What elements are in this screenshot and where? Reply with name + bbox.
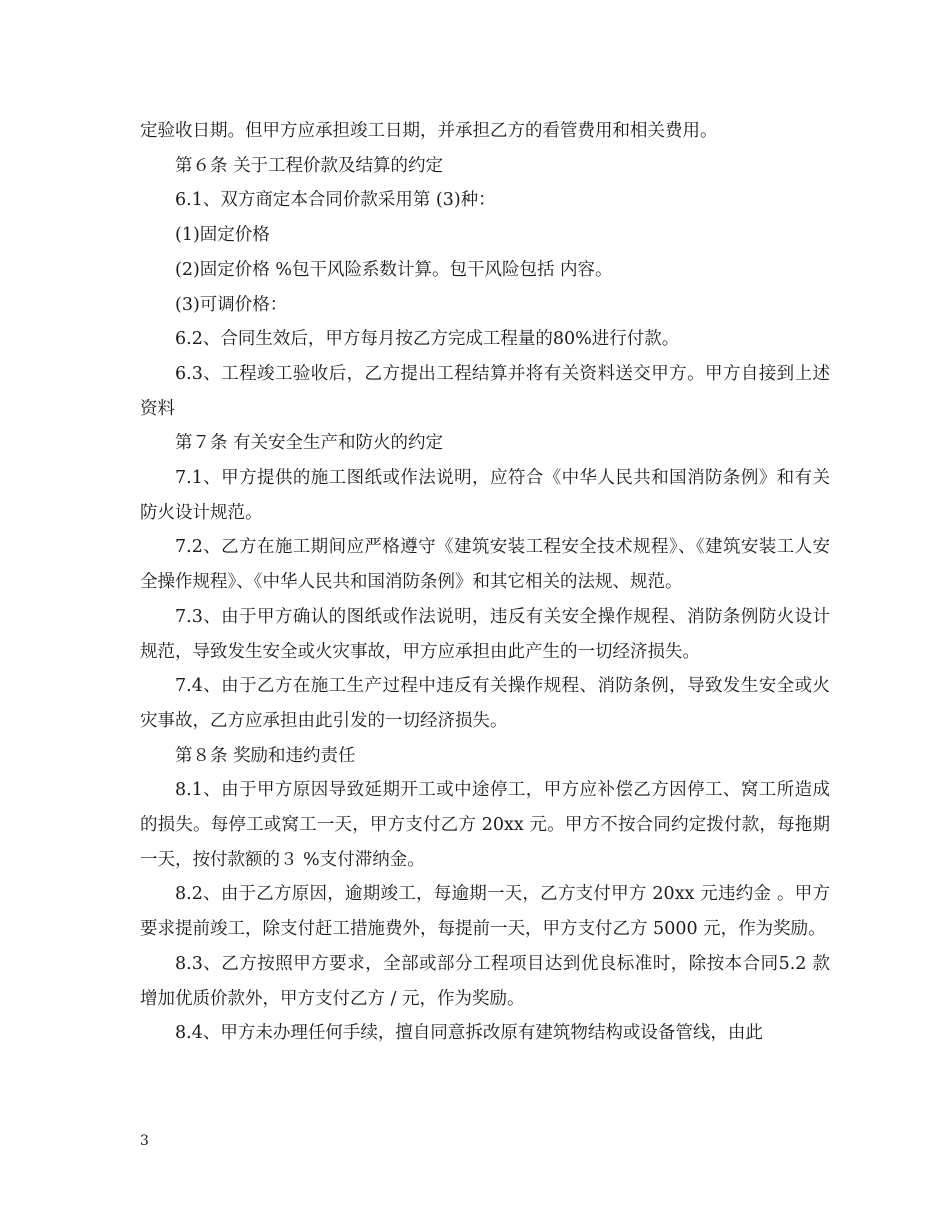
option-adjustable-price: (3)可调价格： bbox=[175, 294, 288, 315]
heading-article-8: 第８条 奖励和违约责任 bbox=[175, 745, 356, 766]
clause-8-3: 8.3、乙方按照甲方要求，全部或部分工程项目达到优良标准时，除按本合同5.2 款增加优质价款外，甲方支付乙方 / 元，作为奖励。 bbox=[140, 953, 830, 1009]
clause-7-1: 7.1、甲方提供的施工图纸或作法说明，应符合《中华人民共和国消防条例》和有关防火设计规范。 bbox=[140, 468, 830, 523]
clause-7-4: 7.4、由于乙方在施工生产过程中违反有关操作规程、消防条例，导致发生安全或火灾事故，乙方应承担由此引发的一切经济损失。 bbox=[140, 676, 830, 731]
heading-article-7: 第７条 有关安全生产和防火的约定 bbox=[175, 433, 444, 454]
clause-8-2: 8.2、由于乙方原因，逾期竣工，每逾期一天，乙方支付甲方 20xx 元违约金 。甲方要求提前竣工，除支付赶工措施费外，每提前一天，甲方支付乙方 5000 元，作为奖励。 bbox=[140, 884, 830, 940]
clause-6-3: 6.3、工程竣工验收后，乙方提出工程结算并将有关资料送交甲方。甲方自接到上述资料 bbox=[140, 363, 830, 419]
clause-8-4: 8.4、甲方未办理任何手续，擅自同意拆改原有建筑物结构或设备管线，由此 bbox=[175, 1023, 763, 1044]
paragraph-continuation: 定验收日期。但甲方应承担竣工日期，并承担乙方的看管费用和相关费用。 bbox=[140, 121, 718, 141]
clause-8-1: 8.1、由于甲方原因导致延期开工或中途停工，甲方应补偿乙方因停工、窝工所造成的损失。每停工或窝工一天，甲方支付乙方 20xx 元。甲方不按合同约定拨付款，每拖期一天，按付款额的３ %支付滞纳金。 bbox=[140, 780, 830, 870]
heading-article-6: 第６条 关于工程价款及结算的约定 bbox=[175, 155, 444, 176]
option-fixed-price: (1)固定价格 bbox=[175, 225, 270, 246]
clause-6-1: 6.1、双方商定本合同价款采用第 (3)种： bbox=[175, 190, 496, 211]
clause-7-3: 7.3、由于甲方确认的图纸或作法说明，违反有关安全操作规程、消防条例防火设计规范，导致发生安全或火灾事故，甲方应承担由此产生的一切经济损失。 bbox=[140, 606, 830, 662]
document-body bbox=[140, 114, 830, 1051]
option-fixed-price-risk: (2)固定价格 %包干风险系数计算。包干风险包括 内容。 bbox=[175, 259, 613, 280]
clause-6-2: 6.2、合同生效后，甲方每月按乙方完成工程量的80%进行付款。 bbox=[175, 329, 680, 350]
page-number: 3 bbox=[140, 1133, 149, 1149]
clause-7-2: 7.2、乙方在施工期间应严格遵守《建筑安装工程安全技术规程》、《建筑安装工人安全操作规程》、《中华人民共和国消防条例》和其它相关的法规、规范。 bbox=[140, 537, 830, 593]
